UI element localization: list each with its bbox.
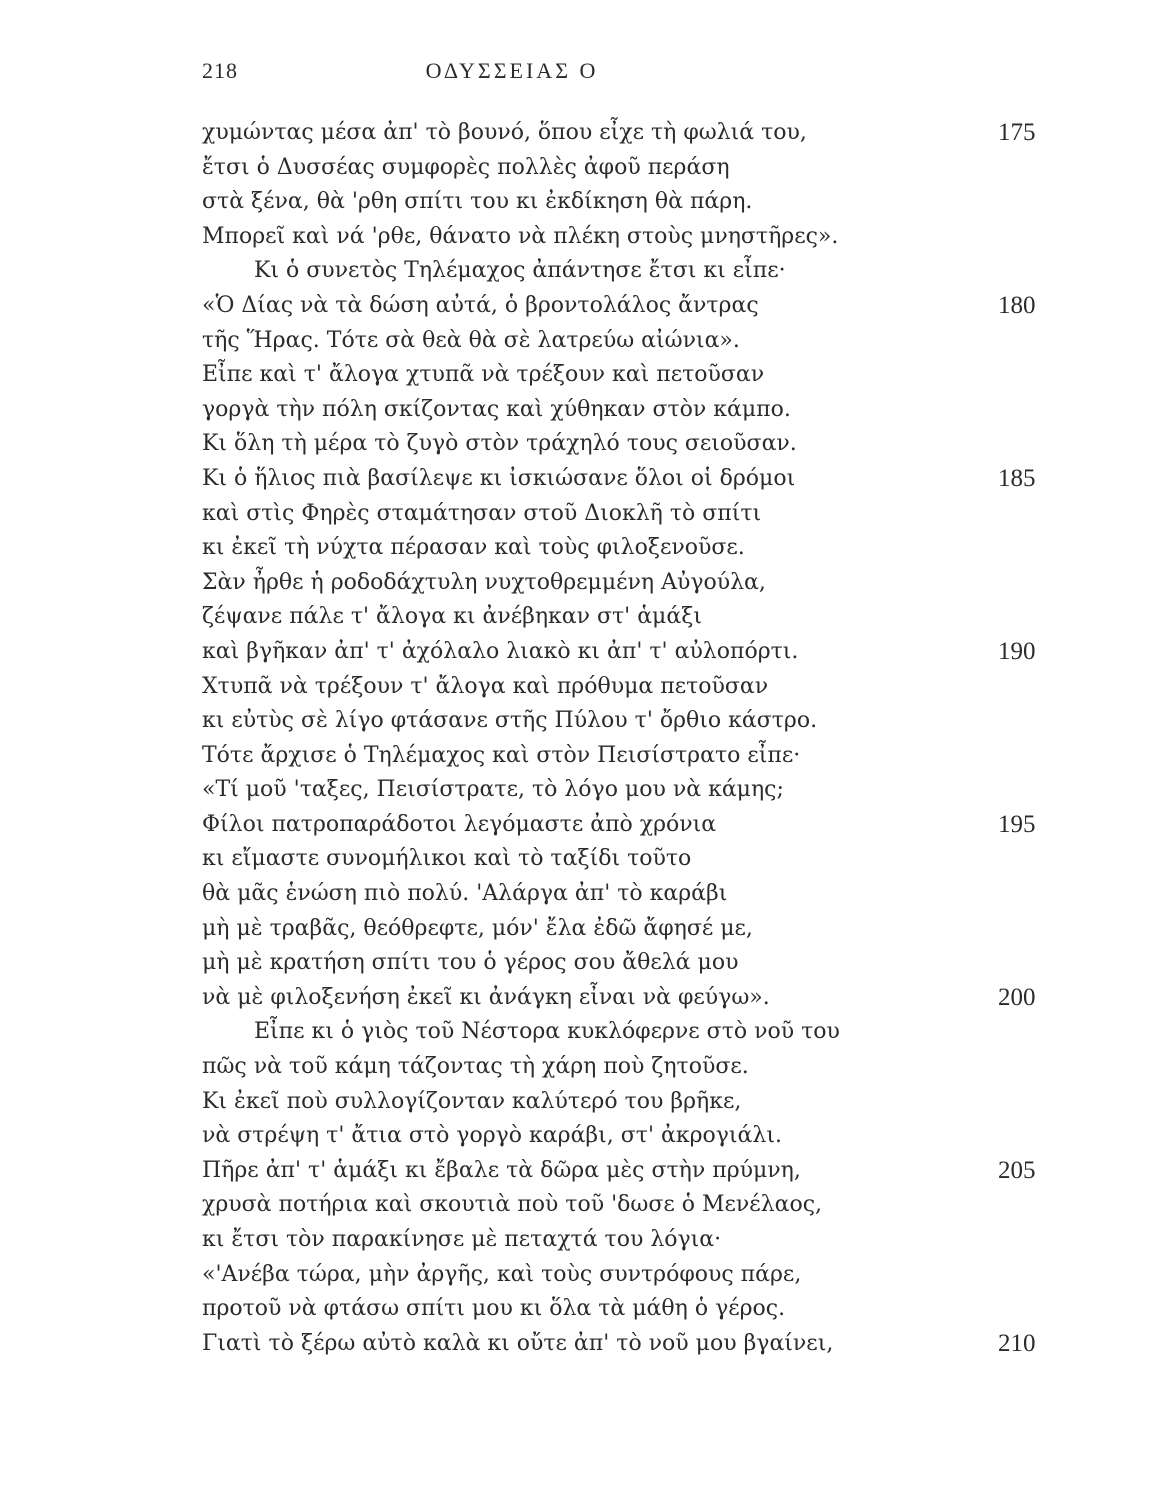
verse-text: Μπορεῖ καὶ νά 'ρθε, θάνατο νὰ πλέκη στοὺς μνηστῆρες». (202, 223, 839, 249)
verse-line (202, 1223, 1062, 1258)
verse-line (202, 670, 1062, 705)
verse-text: καὶ βγῆκαν ἀπ' τ' ἀχόλαλο λιακὸ κι ἀπ' τ' αὐλοπόρτι. (202, 638, 799, 664)
verse-text: χρυσὰ ποτήρια καὶ σκουτιὰ ποὺ τοῦ 'δωσε ὁ Μενέλαος, (202, 1192, 823, 1218)
verse-text: Τότε ἄρχισε ὁ Τηλέμαχος καὶ στὸν Πεισίστρατο εἶπε· (202, 742, 801, 768)
verse-line (202, 289, 1062, 324)
verse-line (202, 254, 1062, 289)
running-title: ΟΔΥΣΣΕΙΑΣ Ο (425, 58, 599, 83)
verse-text: Γιατὶ τὸ ξέρω αὐτὸ καλὰ κι οὔτε ἀπ' τὸ νοῦ μου βγαίνει, (202, 1330, 834, 1356)
verse-text: Πῆρε ἀπ' τ' ἁμάξι κι ἔβαλε τὰ δῶρα μὲς στὴν πρύμνη, (202, 1157, 801, 1183)
verse-line (202, 1327, 1062, 1362)
line-number: 195 (998, 810, 1036, 838)
verse-line (202, 151, 1062, 186)
verse-line (202, 912, 1062, 947)
verse-text: Χτυπᾶ νὰ τρέξουν τ' ἄλογα καὶ πρόθυμα πετοῦσαν (202, 673, 769, 699)
verse-line (202, 185, 1062, 220)
verse-line (202, 981, 1062, 1016)
verse-line (202, 877, 1062, 912)
verse-line (202, 462, 1062, 497)
verse-text: Κι ἐκεῖ ποὺ συλλογίζονταν καλύτερό του βρῆκε, (202, 1088, 742, 1114)
verse-line (202, 1085, 1062, 1120)
verse-line (202, 116, 1062, 151)
line-number: 185 (998, 464, 1036, 492)
verse-text: Κι ὅλη τὴ μέρα τὸ ζυγὸ στὸν τράχηλό τους σειοῦσαν. (202, 431, 797, 457)
verse-line (202, 497, 1062, 532)
verse-line (202, 531, 1062, 566)
verse-text: «'Ανέβα τώρα, μὴν ἀργῆς, καὶ τοὺς συντρόφους πάρε, (202, 1261, 802, 1287)
verse-line (202, 1188, 1062, 1223)
verse-text: Κι ὁ ἥλιος πιὰ βασίλεψε κι ἰσκιώσανε ὅλοι οἱ δρόμοι (202, 465, 796, 491)
verse-line (202, 427, 1062, 462)
verse-line (202, 358, 1062, 393)
verse-text: Φίλοι πατροπαράδοτοι λεγόμαστε ἀπὸ χρόνια (202, 811, 717, 837)
page-number: 218 (202, 58, 238, 83)
verse-text: ἔτσι ὁ Δυσσέας συμφορὲς πολλὲς ἀφοῦ περάση (202, 154, 730, 180)
verse-line (202, 1015, 1062, 1050)
verse-text: νὰ μὲ φιλοξενήση ἐκεῖ κι ἀνάγκη εἶναι νὰ φεύγω». (202, 984, 770, 1010)
verse-line (202, 393, 1062, 428)
verse-line (202, 1154, 1062, 1189)
verse-line (202, 635, 1062, 670)
verse-text: «Ὁ Δίας νὰ τὰ δώση αὐτά, ὁ βροντολάλος ἄντρας (202, 292, 759, 318)
verse-text: χυμώντας μέσα ἀπ' τὸ βουνό, ὅπου εἶχε τὴ φωλιά του, (202, 120, 807, 145)
line-number: 205 (998, 1156, 1036, 1184)
verse-line (202, 739, 1062, 774)
verse-text: νὰ στρέψη τ' ἄτια στὸ γοργὸ καράβι, στ' ἀκρογιάλι. (202, 1123, 782, 1149)
verse-line (202, 704, 1062, 739)
verse-line (202, 842, 1062, 877)
verse-text: Σὰν ἦρθε ἡ ροδοδάχτυλη νυχτοθρεμμένη Αὐγούλα, (202, 569, 766, 595)
verse-text: κι ἐκεῖ τὴ νύχτα πέρασαν καὶ τοὺς φιλοξενοῦσε. (202, 535, 745, 561)
verse-text: κι εἴμαστε συνομήλικοι καὶ τὸ ταξίδι τοῦτο (202, 846, 692, 872)
verse-text: κι ἔτσι τὸν παρακίνησε μὲ πεταχτά του λόγια· (202, 1227, 722, 1252)
verse-line (202, 1258, 1062, 1293)
line-number: 210 (998, 1329, 1036, 1357)
verse-line (202, 946, 1062, 981)
verse-text: ζέψανε πάλε τ' ἄλογα κι ἀνέβηκαν στ' ἁμάξι (202, 604, 702, 630)
verse-text: θὰ μᾶς ἑνώση πιὸ πολύ. 'Αλάργα ἀπ' τὸ καράβι (202, 881, 728, 907)
verse-text: Εἶπε κι ὁ γιὸς τοῦ Νέστορα κυκλόφερνε στὸ νοῦ του (254, 1019, 840, 1045)
verse-line (202, 1119, 1062, 1154)
verse-line (202, 1050, 1062, 1085)
verse-block (202, 116, 1062, 1361)
verse-text: Κι ὁ συνετὸς Τηλέμαχος ἀπάντησε ἔτσι κι εἶπε· (254, 258, 786, 284)
verse-line (202, 220, 1062, 255)
verse-line (202, 324, 1062, 359)
line-number: 200 (998, 983, 1036, 1011)
line-number: 180 (998, 291, 1036, 319)
verse-text: προτοῦ νὰ φτάσω σπίτι μου κι ὅλα τὰ μάθη ὁ γέρος. (202, 1296, 786, 1322)
verse-line (202, 773, 1062, 808)
verse-text: μὴ μὲ τραβᾶς, θεόθρεφτε, μόν' ἔλα ἐδῶ ἄφησέ με, (202, 915, 753, 941)
verse-line (202, 1292, 1062, 1327)
verse-line (202, 566, 1062, 601)
line-number: 190 (998, 637, 1036, 665)
page-header (202, 58, 1042, 90)
verse-text: «Τί μοῦ 'ταξες, Πεισίστρατε, τὸ λόγο μου νὰ κάμης; (202, 777, 784, 803)
verse-line (202, 808, 1062, 843)
verse-text: μὴ μὲ κρατήση σπίτι του ὁ γέρος σου ἄθελά μου (202, 950, 739, 976)
verse-text: στὰ ξένα, θὰ 'ρθη σπίτι του κι ἐκδίκηση θὰ πάρη. (202, 189, 753, 215)
line-number: 175 (998, 119, 1036, 146)
verse-text: τῆς Ἥρας. Τότε σὰ θεὰ θὰ σὲ λατρεύω αἰώνια». (202, 327, 740, 353)
verse-line (202, 600, 1062, 635)
verse-text: κι εὐτὺς σὲ λίγο φτάσανε στῆς Πύλου τ' ὄρθιο κάστρο. (202, 708, 818, 734)
verse-text: πῶς νὰ τοῦ κάμη τάζοντας τὴ χάρη ποὺ ζητοῦσε. (202, 1054, 749, 1080)
verse-text: καὶ στὶς Φηρὲς σταμάτησαν στοῦ Διοκλῆ τὸ σπίτι (202, 500, 762, 526)
verse-text: Εἶπε καὶ τ' ἄλογα χτυπᾶ νὰ τρέξουν καὶ πετοῦσαν (202, 362, 765, 388)
verse-text: γοργὰ τὴν πόλη σκίζοντας καὶ χύθηκαν στὸν κάμπο. (202, 396, 791, 422)
